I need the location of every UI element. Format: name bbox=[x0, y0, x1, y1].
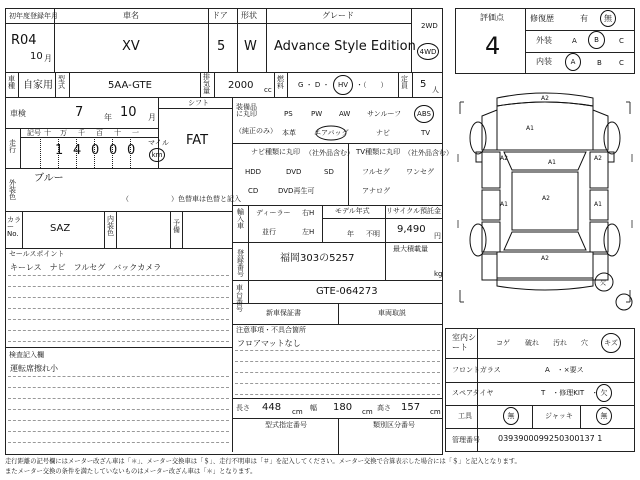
tv-label: TV種類に丸印 bbox=[356, 148, 401, 156]
width-value: 180 bbox=[333, 402, 353, 413]
width-unit: cm bbox=[362, 408, 373, 416]
import-parallel: 並行 bbox=[262, 228, 276, 236]
capacity-value: 5 bbox=[420, 79, 427, 90]
writing-line bbox=[235, 361, 440, 362]
spare-label: スペアタイヤ bbox=[452, 389, 494, 397]
divider bbox=[182, 211, 183, 248]
fuel-options: G ・ D ・ bbox=[298, 81, 330, 89]
equip-tv: TV bbox=[421, 129, 431, 137]
seat-hole: 穴 bbox=[581, 339, 588, 347]
height-value: 157 bbox=[401, 402, 421, 413]
mileage-digit: 0 bbox=[109, 143, 118, 158]
grade-label: グレード bbox=[322, 11, 354, 20]
writing-line bbox=[235, 350, 440, 351]
divider bbox=[130, 137, 131, 168]
shape-value: W bbox=[244, 39, 257, 54]
divider bbox=[55, 72, 56, 97]
writing-line bbox=[235, 372, 440, 373]
mileage-unit-label: 一 bbox=[132, 129, 139, 137]
divider bbox=[232, 143, 443, 144]
divider bbox=[69, 72, 70, 97]
reg-month-value: 10 bbox=[30, 51, 43, 62]
score-value: 4 bbox=[485, 32, 501, 60]
divider bbox=[525, 52, 635, 53]
mileage-digit: 4 bbox=[73, 143, 82, 158]
height-label: 高さ bbox=[377, 404, 391, 412]
interior-c: C bbox=[619, 59, 624, 67]
navi-hdd: HDD bbox=[245, 168, 262, 176]
divider bbox=[5, 72, 443, 73]
writing-line bbox=[8, 341, 229, 342]
divider bbox=[445, 428, 635, 429]
divider bbox=[445, 382, 635, 383]
fuel-hv-selected bbox=[333, 75, 353, 95]
recycle-value: 9,490 bbox=[397, 224, 426, 235]
navi-sd: SD bbox=[324, 168, 334, 176]
tools-none-label: 無 bbox=[507, 412, 515, 420]
mark-a1-left-rear: A1 bbox=[500, 201, 508, 208]
divider bbox=[112, 137, 113, 168]
reg-year-label: 初年度登録年月 bbox=[9, 12, 58, 20]
tv-sub: （社外品含む） bbox=[404, 149, 453, 157]
import-right: 右H bbox=[302, 209, 315, 217]
equip-aw: AW bbox=[339, 110, 351, 118]
inspection-year: 7 bbox=[75, 105, 84, 120]
divider bbox=[20, 128, 21, 168]
writing-line bbox=[8, 308, 229, 309]
shift-label: シフト bbox=[188, 99, 209, 107]
divider bbox=[338, 303, 339, 324]
glass-value: A ・×要ス bbox=[545, 366, 584, 374]
seat-label: 室内シート bbox=[452, 333, 476, 353]
drive-4wd-selected bbox=[417, 43, 439, 60]
divider bbox=[200, 72, 201, 97]
reg-year-value: R04 bbox=[11, 33, 37, 48]
mgmt-label: 管理番号 bbox=[452, 436, 480, 444]
spare-missing-label: 欠 bbox=[600, 389, 608, 397]
divider bbox=[445, 405, 635, 406]
divider bbox=[18, 72, 19, 97]
sales-point-value: キーレス ナビ フルセグ バックカメラ bbox=[10, 263, 162, 272]
divider bbox=[232, 280, 443, 281]
type-designation-label: 型式指定番号 bbox=[265, 421, 307, 429]
model-year-label: モデル年式 bbox=[335, 207, 370, 215]
equipment-sub: （純正のみ） bbox=[235, 127, 277, 135]
exterior-c: C bbox=[619, 37, 624, 45]
interior-color-label: 内装色 bbox=[107, 215, 114, 237]
length-value: 448 bbox=[262, 402, 282, 413]
mark-a1-windshield: A1 bbox=[548, 159, 556, 166]
reg-month-unit: 月 bbox=[44, 54, 52, 63]
divider bbox=[76, 137, 77, 168]
divider bbox=[237, 8, 238, 72]
inspection-label: 車検 bbox=[10, 109, 26, 118]
tv-oneseg: ワンセグ bbox=[406, 168, 434, 176]
writing-line bbox=[8, 431, 229, 432]
divider bbox=[94, 137, 95, 168]
mile-label: マイル bbox=[148, 139, 169, 147]
interior-label: 内装 bbox=[536, 57, 552, 66]
mark-a2-bumper: A2 bbox=[541, 95, 549, 102]
glass-label: フロントガラス bbox=[452, 366, 501, 374]
writing-line bbox=[8, 330, 229, 331]
mileage-unit-label: 万 bbox=[60, 129, 67, 137]
exterior-label: 外装 bbox=[536, 36, 552, 45]
divider bbox=[412, 72, 413, 97]
divider bbox=[22, 211, 23, 248]
color-label: 外装色 bbox=[9, 179, 16, 201]
equip-ps: PS bbox=[284, 110, 293, 118]
chassis-label: 車台番号 bbox=[236, 284, 243, 313]
writing-line bbox=[8, 376, 229, 377]
inspection-month-unit: 月 bbox=[148, 113, 156, 122]
length-label: 長さ bbox=[236, 404, 250, 412]
interior-a-selected bbox=[565, 53, 581, 71]
seat-scratch-label: キズ bbox=[604, 339, 618, 347]
model-label: 型式 bbox=[58, 75, 65, 90]
plate-label: 登録番号 bbox=[237, 249, 244, 278]
mark-a2-trunk: A2 bbox=[541, 255, 549, 262]
import-dealer: ディーラー bbox=[256, 209, 291, 217]
writing-line bbox=[235, 394, 440, 395]
displacement-label: 排気量 bbox=[203, 73, 210, 95]
spare-missing-selected bbox=[596, 384, 612, 402]
airbag-circle-icon bbox=[314, 124, 348, 142]
mileage-digit: 0 bbox=[127, 143, 136, 158]
seat-burn: コゲ bbox=[496, 339, 510, 347]
width-label: 幅 bbox=[310, 404, 317, 412]
mark-a1-right-rear: A1 bbox=[594, 201, 602, 208]
recycle-label: リサイクル預託金 bbox=[386, 207, 442, 215]
import-label: 輸入車 bbox=[237, 208, 244, 230]
chassis-value: GTE-064273 bbox=[316, 286, 378, 297]
equip-navi: ナビ bbox=[376, 129, 390, 137]
mark-a1-hood: A1 bbox=[526, 125, 534, 132]
equip-leather: 本革 bbox=[282, 129, 296, 137]
repair-yes: 有 bbox=[580, 14, 588, 23]
writing-line bbox=[8, 409, 229, 410]
divider bbox=[266, 8, 267, 72]
sales-point-label: セールスポイント bbox=[9, 250, 65, 258]
divider bbox=[532, 405, 533, 428]
model-year-unit: 年 bbox=[347, 230, 354, 238]
model-year-unknown: 不明 bbox=[366, 230, 380, 238]
jack-label: ジャッキ bbox=[545, 412, 573, 420]
divider bbox=[338, 418, 339, 455]
mileage-unit-label: 百 bbox=[96, 129, 103, 137]
writing-line bbox=[8, 275, 229, 276]
divider bbox=[5, 347, 232, 348]
divider bbox=[525, 30, 635, 31]
divider bbox=[525, 8, 526, 74]
new-car-warranty: 新車保証書 bbox=[266, 309, 301, 317]
fuel-hv-label: HV bbox=[337, 81, 349, 89]
inspector-label: 検査記入欄 bbox=[9, 351, 44, 359]
mileage-label: 走行 bbox=[9, 139, 16, 154]
divider bbox=[385, 205, 386, 280]
divider bbox=[580, 405, 581, 428]
writing-line bbox=[8, 319, 229, 320]
plate-value: 福岡303の5257 bbox=[280, 253, 355, 264]
writing-line bbox=[8, 297, 229, 298]
displacement-value: 2000 bbox=[228, 80, 254, 91]
repair-no-label: 無 bbox=[604, 14, 612, 23]
mileage-unit-label: 十 bbox=[44, 129, 51, 137]
navi-sub: （社外品含む） bbox=[305, 149, 354, 157]
abs-selected bbox=[414, 105, 434, 123]
shape-label: 形状 bbox=[241, 11, 257, 20]
equip-airbag: エアバッグ bbox=[314, 129, 349, 137]
interior-a-label: A bbox=[570, 58, 576, 66]
mgmt-value: 0393900099250300137 1 bbox=[498, 434, 603, 443]
divider bbox=[232, 242, 443, 243]
max-load-unit: kg bbox=[434, 270, 443, 278]
equipment-label: 装備品に丸印 bbox=[236, 103, 257, 118]
divider bbox=[214, 72, 215, 97]
seat-stain: 汚れ bbox=[553, 339, 567, 347]
jack-none-selected bbox=[596, 407, 612, 425]
reserved-label: 予備 bbox=[173, 219, 180, 234]
interior-b: B bbox=[597, 59, 602, 67]
mileage-unit-label: 十 bbox=[114, 129, 121, 137]
divider bbox=[232, 205, 443, 206]
divider bbox=[58, 137, 59, 168]
mileage-digit: 1 bbox=[55, 143, 64, 158]
color-no-value: SAZ bbox=[50, 223, 71, 234]
divider bbox=[104, 211, 105, 248]
equip-pw: PW bbox=[311, 110, 323, 118]
record-label: 記号 bbox=[27, 129, 41, 137]
footer-line1: 走行距離の記号欄にはメーター改ざん車は「＊」、メーター交換車は「＄」、走行不明車は「＃」を記入してください。メーター交換で合算表示した場合には「＄」と記入となります。 bbox=[5, 458, 521, 465]
color-no-label: カラーNo. bbox=[7, 216, 21, 238]
door-label: ドア bbox=[212, 11, 228, 20]
divider bbox=[40, 137, 41, 168]
divider bbox=[5, 168, 232, 169]
use-value: 自家用 bbox=[23, 80, 53, 91]
tools-label: 工具 bbox=[458, 412, 472, 420]
divider bbox=[248, 242, 249, 303]
divider bbox=[208, 8, 209, 72]
divider bbox=[5, 248, 232, 249]
color-change-note: （ ）色替車は色替と記入 bbox=[122, 195, 241, 203]
divider bbox=[116, 211, 117, 248]
drive-2wd-option: 2WD bbox=[421, 22, 438, 30]
inspector-value: 運転席擦れ小 bbox=[10, 364, 58, 373]
km-label: km bbox=[151, 151, 163, 159]
mileage-unit-label: 千 bbox=[78, 129, 85, 137]
car-name-label: 車名 bbox=[123, 11, 139, 20]
class-number-label: 類別区分番号 bbox=[373, 421, 415, 429]
score-label: 評価点 bbox=[480, 13, 504, 22]
use-label: 車種 bbox=[8, 75, 15, 90]
divider bbox=[5, 97, 443, 98]
divider bbox=[5, 211, 232, 212]
seat-scratch-selected bbox=[601, 333, 621, 353]
divider bbox=[170, 211, 171, 248]
divider bbox=[322, 218, 443, 219]
footer-line2: またメーター交換の条件を満たしていないものはメーター改ざん車は「＊」となります。 bbox=[5, 468, 257, 475]
length-unit: cm bbox=[292, 408, 303, 416]
exterior-b-label: B bbox=[594, 36, 599, 44]
abs-label: ABS bbox=[417, 110, 431, 118]
car-damage-diagram bbox=[452, 90, 638, 322]
divider bbox=[322, 205, 323, 242]
color-value: ブルー bbox=[34, 173, 64, 184]
navi-label: ナビ種類に丸印 bbox=[251, 148, 300, 156]
divider bbox=[232, 398, 443, 399]
mark-a2-roof: A2 bbox=[542, 195, 550, 202]
km-selected bbox=[149, 148, 165, 162]
grade-value: Advance Style Edition bbox=[274, 39, 416, 54]
max-load-label: 最大積載量 bbox=[393, 245, 428, 253]
repair-no-selected bbox=[600, 10, 616, 27]
writing-line bbox=[235, 383, 440, 384]
seat-tear: 破れ bbox=[525, 339, 539, 347]
exterior-a: A bbox=[572, 37, 577, 45]
drive-4wd-label: 4WD bbox=[419, 47, 437, 56]
divider bbox=[232, 324, 443, 325]
divider bbox=[274, 72, 275, 97]
capacity-label: 定員 bbox=[401, 75, 408, 90]
attention-label: 注意事項・不具合箇所 bbox=[236, 326, 306, 334]
writing-line bbox=[8, 420, 229, 421]
writing-line bbox=[8, 398, 229, 399]
vehicle-manual: 車両取説 bbox=[378, 309, 406, 317]
divider bbox=[248, 205, 249, 242]
doors-value: 5 bbox=[217, 39, 226, 54]
tv-analog: アナログ bbox=[362, 187, 390, 195]
exterior-b-selected bbox=[588, 31, 605, 49]
car-name-value: XV bbox=[122, 39, 140, 54]
inspection-year-unit: 年 bbox=[104, 113, 112, 122]
capacity-unit: 人 bbox=[432, 86, 439, 94]
fuel-label: 燃料 bbox=[277, 75, 284, 90]
divider bbox=[158, 108, 232, 109]
mark-a2-left-door: A2 bbox=[500, 155, 508, 162]
navi-cd: CD bbox=[248, 187, 259, 195]
mark-missing-rear: 欠 bbox=[600, 280, 607, 287]
shift-value: FAT bbox=[186, 133, 209, 148]
height-unit: cm bbox=[430, 408, 441, 416]
recycle-unit: 円 bbox=[434, 232, 441, 240]
attention-value: フロアマットなし bbox=[237, 339, 301, 348]
writing-line bbox=[8, 387, 229, 388]
repair-label: 修復歴 bbox=[530, 14, 554, 23]
inspection-month: 10 bbox=[120, 105, 137, 120]
mileage-digit: 0 bbox=[91, 143, 100, 158]
model-value: 5AA-GTE bbox=[108, 80, 152, 91]
spare-value: T ・修理KIT ・ bbox=[541, 389, 599, 397]
import-left: 左H bbox=[302, 228, 315, 236]
displacement-unit: cc bbox=[264, 86, 272, 94]
fuel-other: ・（ ） bbox=[356, 81, 388, 89]
jack-none-label: 無 bbox=[600, 412, 608, 420]
writing-line bbox=[8, 442, 229, 443]
divider bbox=[398, 72, 399, 97]
divider bbox=[287, 72, 288, 97]
equip-sunroof: サンルーフ bbox=[367, 110, 402, 118]
mark-a2-right-door: A2 bbox=[594, 155, 602, 162]
writing-line bbox=[8, 286, 229, 287]
navi-dvd: DVD bbox=[286, 168, 302, 176]
tools-none-selected bbox=[503, 407, 519, 425]
divider bbox=[445, 358, 635, 359]
tv-fullseg: フルセグ bbox=[362, 168, 390, 176]
navi-dvd-play: DVD再生可 bbox=[278, 187, 315, 195]
